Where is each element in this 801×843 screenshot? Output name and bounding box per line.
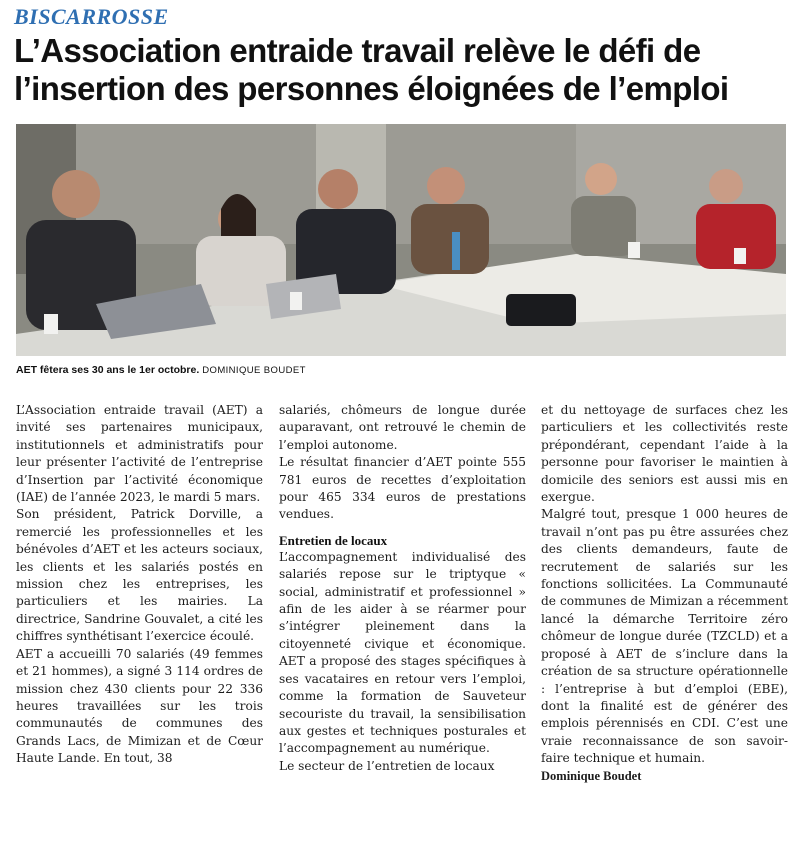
article-headline: L’Association entraide travail relève le défi de l’insertion des personnes éloignées de l’emploi [14, 32, 729, 107]
column-2 [279, 402, 526, 775]
photo-caption [16, 364, 306, 376]
paragraph: L’accompagnement individualisé des salariés repose sur le triptyque « social, administratif et professionnel » afin de les aider à se réarmer pour s’intégrer pleinement dans la citoyenneté civique et économique. AET a proposé des stages spécifiques à ses vacataires en retour vers l’emploi, comme la formation de Sauveteur secouriste du travail, la sensibilisation aux gestes et techniques posturales et l’accompagnement au numérique. [279, 549, 526, 756]
caption-text: AET fêtera ses 30 ans le 1er octobre. [16, 364, 200, 376]
paragraph: Le secteur de l’entretien de locaux [279, 758, 495, 773]
paragraph: Le résultat financier d’AET pointe 555 781 euros de recettes d’exploitation pour 465 334 euros de prestations vendues. [279, 455, 526, 522]
column-3 [541, 402, 788, 785]
paragraph: salariés, chômeurs de longue durée auparavant, ont retrouvé le chemin de l’emploi autonome. [279, 403, 526, 452]
paragraph: AET a accueilli 70 salariés (49 femmes et 21 hommes), a signé 3 114 ordres de mission chez 430 clients pour 22 336 heures travaillées sur les trois communautés de communes des Grands Lacs, de Mimizan et de Cœur Haute Lande. En tout, 38 [16, 646, 263, 766]
paragraph: Son président, Patrick Dorville, a remercié les professionnelles et les bénévoles d’AET et les acteurs sociaux, les clients et les salariés postés en mission chez les entreprises, les particuliers et les mairies. La directrice, Sandrine Gouvalet, a cité les chiffres synthétisant l’exercice écoulé. [16, 507, 263, 644]
paragraph: et du nettoyage de surfaces chez les particuliers et les collectivités reste prépondérant, cependant l’aide à la personne pour favoriser le maintien à domicile des seniors est aussi mis en exergue. [541, 403, 788, 505]
column-1 [16, 402, 263, 768]
article-photo [16, 124, 786, 356]
author-signature: Dominique Boudet [541, 768, 642, 783]
section-kicker: BISCARROSSE [14, 4, 169, 29]
paragraph: Malgré tout, presque 1 000 heures de travail n’ont pas pu être assurées chez des clients demandeurs, faute de recrutement de salariés sur les fonctions sollicitées. La Communauté de communes de Mimizan a récemment lancé la démarche Territoire zéro chômeur de longue durée (TZCLD) et a proposé à AET de s’inclure dans la création de sa structure opérationnelle : l’entreprise à but d’emploi (EBE), dont la finalité est de générer des emplois pérennisés en CDI. C’est une vraie reconnaissance de son savoir-faire technique et humain. [541, 507, 788, 766]
photo-credit: DOMINIQUE BOUDET [202, 365, 306, 376]
paragraph: L’Association entraide travail (AET) a invité ses partenaires municipaux, institutionnels et administratifs pour leur présenter l’activité de l’entreprise d’Insertion par l’activité économique (IAE) de l’année 2023, le mardi 5 mars. [16, 403, 263, 505]
subheading: Entretien de locaux [279, 532, 388, 548]
